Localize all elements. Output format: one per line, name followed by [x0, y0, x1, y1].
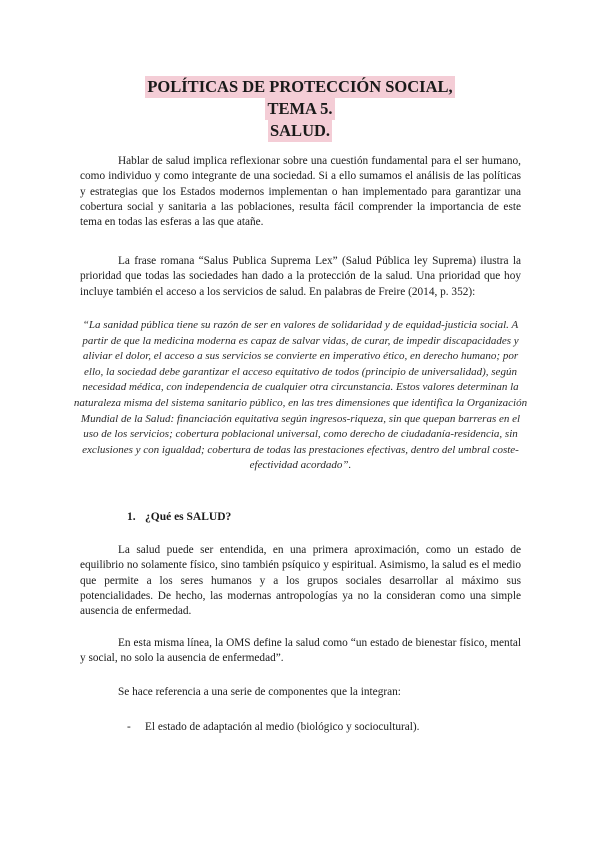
definition-paragraph: La salud puede ser entendida, en una primera aproximación, como un estado de equilibrio no solamente físico, sino también psíquico y espiritual. Asimismo, la salud es el medio que permite a los seres humanos y a los grupos sociales desarrollar al máximo sus potencialidades. De hecho, las modernas antropologías ya no la consideran como una simple ausencia de enfermedad.: [80, 544, 521, 618]
section-number: 1.: [127, 511, 136, 523]
title-line-1: POLÍTICAS DE PROTECCIÓN SOCIAL,: [147, 77, 453, 96]
bullet-text: El estado de adaptación al medio (biológico y sociocultural).: [145, 721, 420, 733]
section-heading-1: [127, 510, 231, 525]
title-line-3: SALUD.: [269, 121, 331, 140]
title-line-2: TEMA 5.: [267, 99, 333, 118]
components-paragraph: Se hace referencia a una serie de componentes que la integran:: [118, 686, 401, 698]
salus-paragraph: La frase romana “Salus Publica Suprema Lex” (Salud Pública ley Suprema) ilustra la prioridad que todas las sociedades han dado a la protección de la salud. Una prioridad que hoy incluye también el acceso a los servicios de salud. En palabras de Freire (2014, p. 352):: [80, 255, 521, 298]
freire-quote: “La sanidad pública tiene su razón de ser en valores de solidaridad y de equidad-justicia social. A partir de que la medicina moderna es capaz de salvar vidas, de curar, de impedir discapacidades y aliviar el dolor, el acceso a sus servicios se convierte en imperativo ético, en derecho humano; por ello, la sociedad debe garantizar el acceso equitativo de todos (principio de universalidad), según necesidad médica, con independencia de cualquier otra circunstancia. Estos valores determinan la naturaleza misma del sistema sanitario público, en las tres dimensiones que identifica la Organización Mundial de la Salud: financiación equitativa según ingresos-riqueza, sin que quepan barreras en el uso de los servicios; cobertura poblacional universal, como derecho de ciudadanía-residencia, sin exclusiones y con igualdad; cobertura de todas las prestaciones efectivas, dentro del umbral coste-efectividad acordado”.: [73, 319, 528, 472]
list-item: [127, 720, 420, 735]
intro-paragraph: Hablar de salud implica reflexionar sobre una cuestión fundamental para el ser humano, como individuo y como integrante de una sociedad. Si a ello sumamos el análisis de las políticas y estrategias que los Estados modernos implementan o han implementado para garantizar una cobertura social y sanitaria a las poblaciones, resulta fácil comprender la importancia de este tema en todas las esferas a las que atañe.: [80, 155, 521, 229]
section-title: ¿Qué es SALUD?: [145, 511, 232, 523]
document-title: [0, 76, 600, 142]
bullet-marker: -: [127, 721, 131, 733]
oms-paragraph: En esta misma línea, la OMS define la salud como “un estado de bienestar físico, mental y social, no solo la ausencia de enfermedad”.: [80, 637, 521, 665]
